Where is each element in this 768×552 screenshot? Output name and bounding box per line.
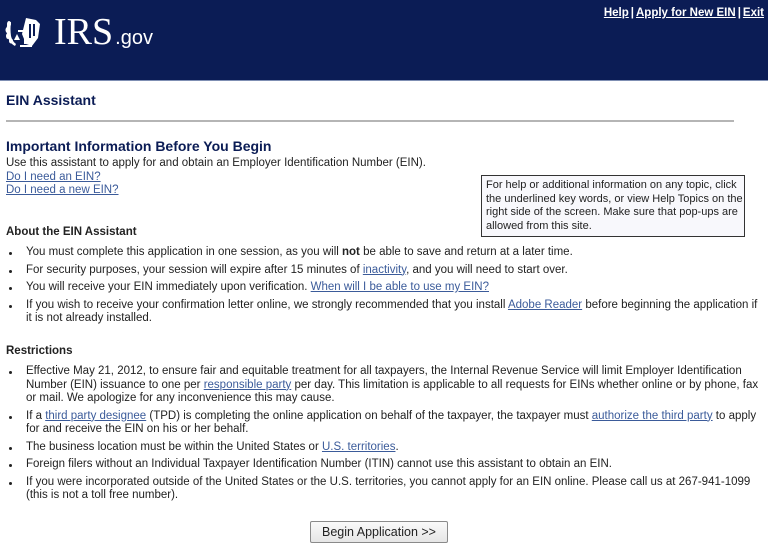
list-item: If you were incorporated outside of the United States or the U.S. territories, you cannot apply for an EIN online. Please call us at 267-941-1099 (this is not a toll free number).	[0, 476, 760, 503]
about-list	[0, 246, 760, 330]
responsible-party-link[interactable]: responsible party	[203, 378, 292, 391]
intro-heading: Important Information Before You Begin	[6, 138, 272, 154]
list-item: Effective May 21, 2012, to ensure fair and equitable treatment for all taxpayers, the Internal Revenue Service will limit Employer Identification Number (EIN) issuance to one per responsible party per day. This limitation is applicable to all requests for EINs whether online or by phone, fax or mail. We apologize for any inconvenience this may cause.	[0, 365, 760, 406]
site-header	[0, 0, 768, 81]
intro-text: Use this assistant to apply for and obtain an Employer Identification Number (EIN).	[6, 157, 426, 169]
need-ein-link[interactable]: Do I need an EIN?	[6, 171, 101, 183]
help-link[interactable]: Help	[603, 7, 629, 19]
emphasis-not: not	[342, 246, 360, 258]
title-divider	[6, 120, 734, 122]
help-info-box: For help or additional information on any topic, click the underlined key words, or view Help Topics on the right side of the screen. Make sure that pop-ups are allowed from this site.	[481, 175, 745, 237]
separator: |	[737, 7, 741, 19]
third-party-designee-link[interactable]: third party designee	[45, 409, 147, 422]
when-use-ein-link[interactable]: When will I be able to use my EIN?	[310, 281, 489, 293]
logo-irs-text: IRS	[54, 11, 114, 53]
adobe-reader-link[interactable]: Adobe Reader	[507, 298, 583, 311]
exit-link[interactable]: Exit	[742, 7, 764, 19]
us-territories-link[interactable]: U.S. territories	[321, 440, 396, 453]
irs-logo[interactable]	[4, 11, 153, 53]
list-item: If a third party designee (TPD) is completing the online application on behalf of the taxpayer, the taxpayer must authorize the third party to apply for and receive the EIN on his or her behalf.	[0, 410, 760, 437]
inactivity-link[interactable]: inactivity	[362, 263, 407, 276]
apply-new-ein-link[interactable]: Apply for New EIN	[636, 7, 736, 19]
list-item: Foreign filers without an Individual Taxpayer Identification Number (ITIN) cannot use this assistant to obtain an EIN.	[0, 458, 760, 472]
irs-eagle-icon	[4, 14, 48, 50]
logo-gov-text: .gov	[115, 27, 153, 49]
list-item: You will receive your EIN immediately upon verification. When will I be able to use my EIN?	[0, 281, 760, 295]
header-links	[604, 7, 764, 19]
restrictions-list	[0, 365, 760, 507]
list-item: The business location must be within the United States or U.S. territories.	[0, 441, 760, 455]
list-item: If you wish to receive your confirmation letter online, we strongly recommended that you install Adobe Reader before beginning the application if it is not already installed.	[0, 299, 760, 326]
about-heading: About the EIN Assistant	[6, 226, 137, 238]
list-item: For security purposes, your session will expire after 15 minutes of inactivity, and you will need to start over.	[0, 264, 760, 278]
page-title: EIN Assistant	[6, 92, 96, 108]
list-item: You must complete this application in one session, as you will not be able to save and return at a later time.	[0, 246, 760, 260]
restrictions-heading: Restrictions	[6, 345, 73, 357]
begin-application-button[interactable]: Begin Application >>	[310, 521, 448, 543]
need-new-ein-link[interactable]: Do I need a new EIN?	[6, 184, 119, 196]
separator: |	[630, 7, 634, 19]
authorize-third-party-link[interactable]: authorize the third party	[591, 409, 713, 422]
